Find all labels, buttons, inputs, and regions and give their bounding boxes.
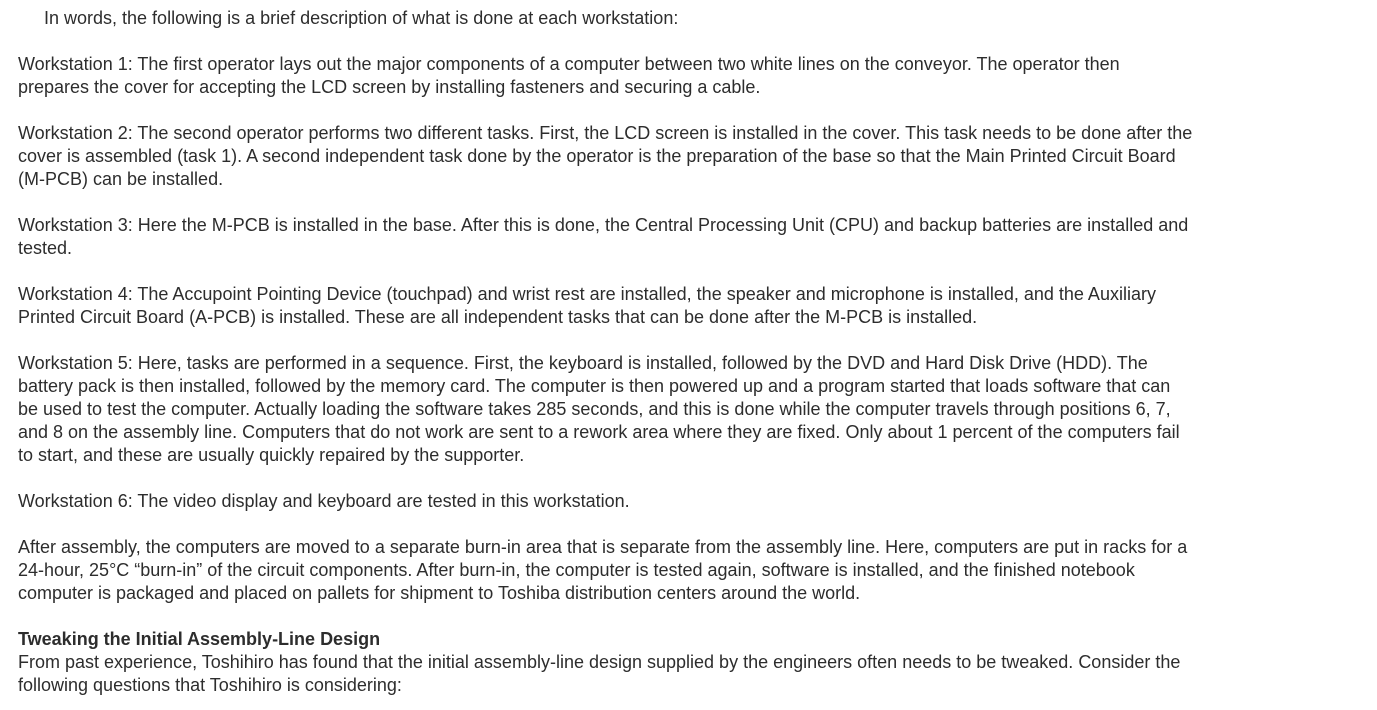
workstation-4-paragraph: Workstation 4: The Accupoint Pointing Device (touchpad) and wrist rest are installed, the speaker and microphone is installed, and the Auxiliary Printed Circuit Board (A-PCB) is installed. These are all independent tasks that can be done after the M-PCB is installed. [18,284,1156,327]
workstation-1-paragraph: Workstation 1: The first operator lays out the major components of a computer between two white lines on the conveyor. The operator then prepares the cover for accepting the LCD screen by installing fasteners and securing a cable. [18,54,1120,97]
section-heading: Tweaking the Initial Assembly-Line Design [18,629,381,649]
workstation-6-paragraph: Workstation 6: The video display and keyboard are tested in this workstation. [18,491,630,511]
intro-paragraph: In words, the following is a brief description of what is done at each workstation: [44,8,679,28]
workstation-5-paragraph: Workstation 5: Here, tasks are performed in a sequence. First, the keyboard is installed, followed by the DVD and Hard Disk Drive (HDD). The battery pack is then installed, followed by the memory card. The computer is then powered up and a program started that loads software that can be used to test the computer. Actually loading the software takes 285 seconds, and this is done while the computer travels through positions 6, 7, and 8 on the assembly line. Computers that do not work are sent to a rework area where they are fixed. Only about 1 percent of the computers fail to start, and these are usually quickly repaired by the supporter. [18,353,1180,465]
workstation-2-paragraph: Workstation 2: The second operator performs two different tasks. First, the LCD screen is installed in the cover. This task needs to be done after the cover is assembled (task 1). A second independent task done by the operator is the preparation of the base so that the Main Printed Circuit Board (M-PCB) can be installed. [18,123,1193,189]
after-assembly-paragraph: After assembly, the computers are moved to a separate burn-in area that is separate from the assembly line. Here, computers are put in racks for a 24-hour, 25°C “burn-in” of the circuit components. After burn-in, the computer is tested again, software is installed, and the finished notebook computer is packaged and placed on pallets for shipment to Toshiba distribution centers around the world. [18,537,1188,603]
workstation-3-paragraph: Workstation 3: Here the M-PCB is installed in the base. After this is done, the Central Processing Unit (CPU) and backup batteries are installed and tested. [18,215,1189,258]
section-body-paragraph: From past experience, Toshihiro has found that the initial assembly-line design supplied by the engineers often needs to be tweaked. Consider the following questions that Toshihiro is considering: [18,652,1181,695]
